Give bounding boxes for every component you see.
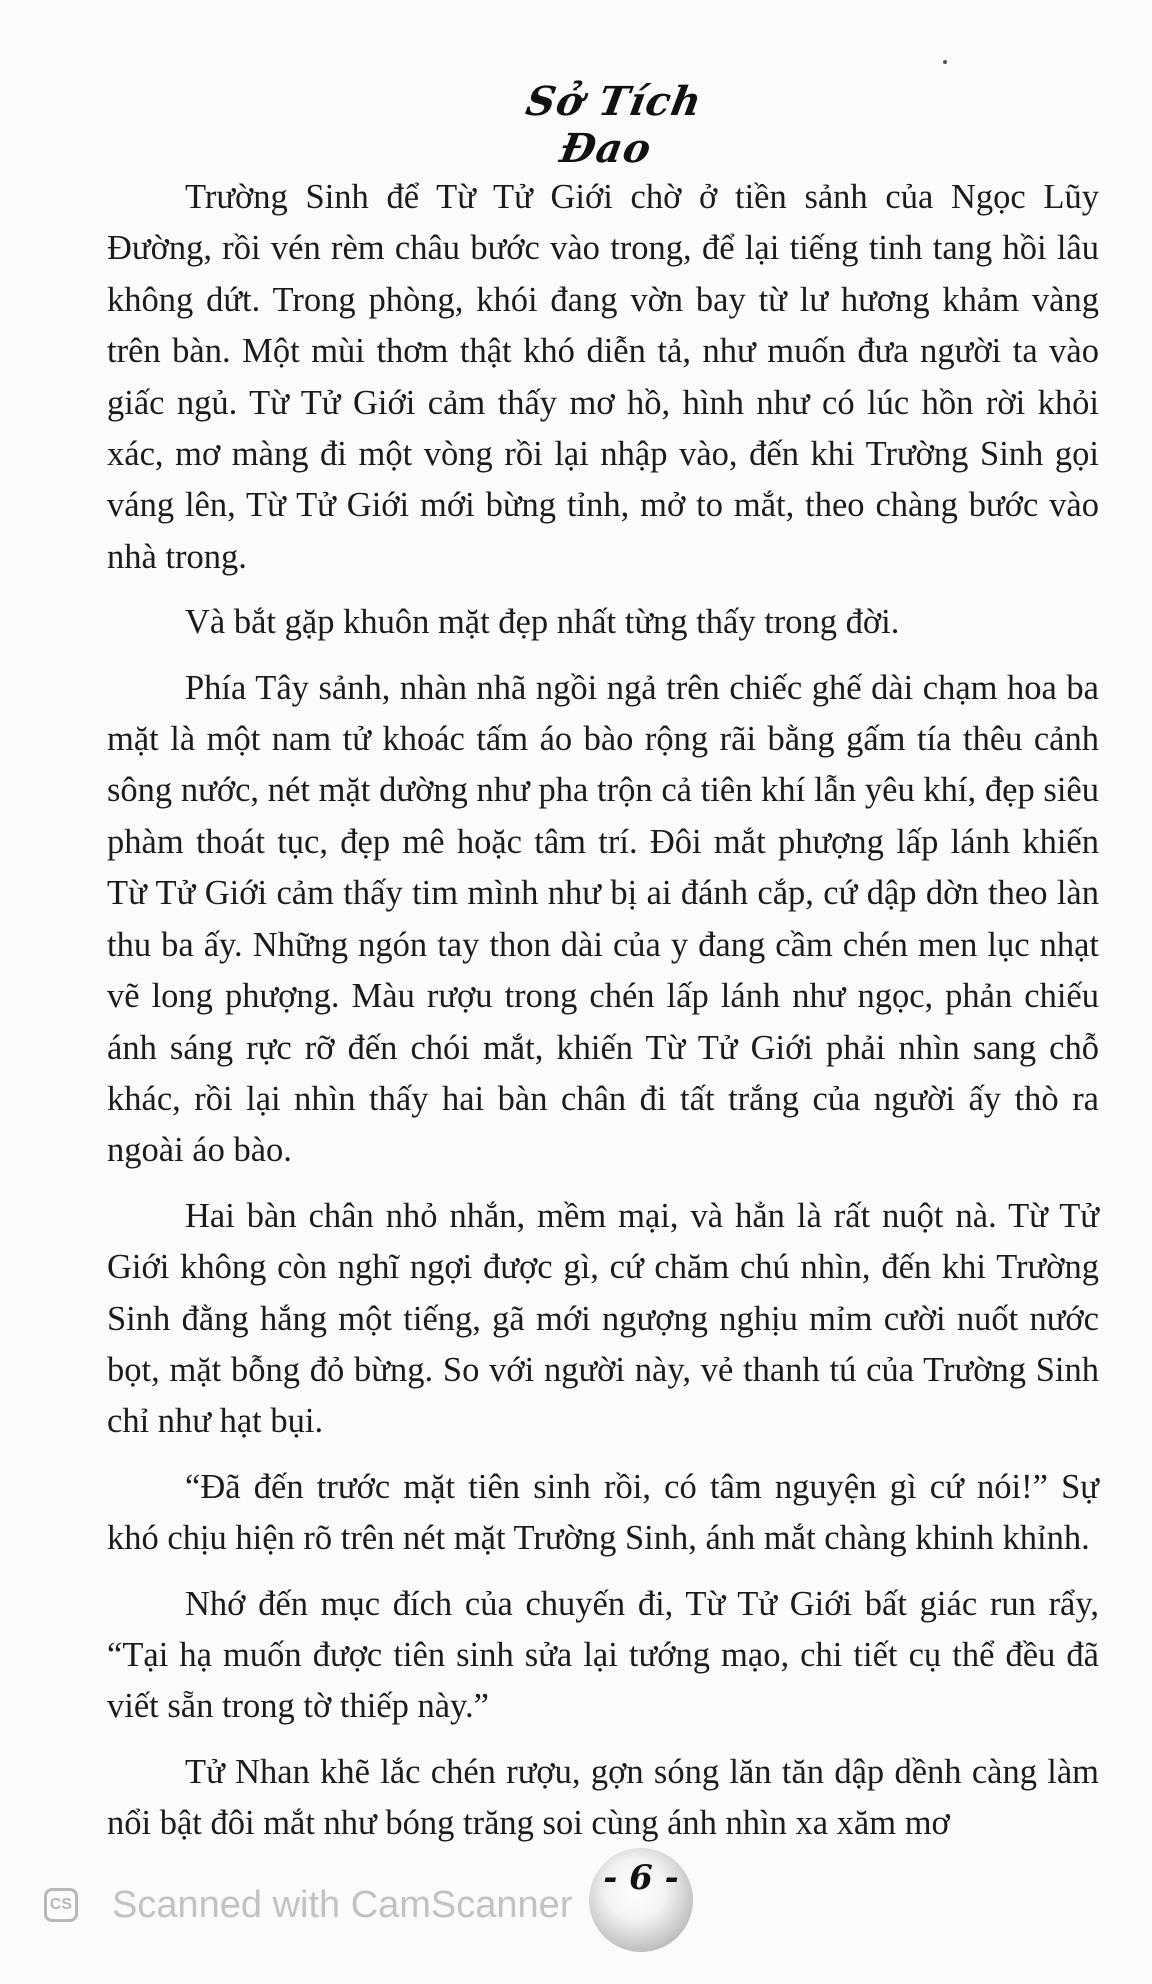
scanner-watermark: Scanned with CamScanner bbox=[112, 1884, 573, 1926]
page-number: - 6 - bbox=[603, 1858, 679, 1898]
paragraph: Tử Nhan khẽ lắc chén rượu, gợn sóng lăn tăn dập dềnh càng làm nổi bật đôi mắt như bóng trăng soi cùng ánh nhìn xa xăm mơ bbox=[107, 1752, 1099, 1843]
paragraph: Hai bàn chân nhỏ nhắn, mềm mại, và hẳn là rất nuột nà. Từ Tử Giới không còn nghĩ ngợi được gì, cứ chăm chú nhìn, đến khi Trường Sinh đằng hắng một tiếng, gã mới ngượng nghịu mỉm cười nuốt nước bọt, mặt bỗng đỏ bừng. So với người này, vẻ thanh tú của Trường Sinh chỉ như hạt bụi. bbox=[107, 1196, 1099, 1441]
footer bbox=[44, 1858, 1152, 1960]
paragraph: “Đã đến trước mặt tiên sinh rồi, có tâm nguyện gì cứ nói!” Sự khó chịu hiện rõ trên nét mặt Trường Sinh, ánh mắt chàng khinh khỉnh. bbox=[107, 1467, 1099, 1558]
camscanner-logo-icon: CS bbox=[44, 1888, 78, 1922]
running-header-title: Sở Tích Đao bbox=[522, 78, 706, 172]
paragraph: Và bắt gặp khuôn mặt đẹp nhất từng thấy trong đời. bbox=[185, 603, 900, 642]
paragraph: Nhớ đến mục đích của chuyến đi, Từ Tử Giới bất giác run rẩy, “Tại hạ muốn được tiên sinh sửa lại tướng mạo, chi tiết cụ thể đều đã viết sẵn trong tờ thiếp này.” bbox=[107, 1584, 1099, 1726]
body-text bbox=[107, 172, 1099, 1864]
scan-speck bbox=[943, 60, 947, 64]
paragraph: Trường Sinh để Từ Tử Giới chờ ở tiền sảnh của Ngọc Lũy Đường, rồi vén rèm châu bước vào trong, để lại tiếng tinh tang hồi lâu không dứt. Trong phòng, khói đang vờn bay từ lư hương khảm vàng trên bàn. Một mùi thơm thật khó diễn tả, như muốn đưa người ta vào giấc ngủ. Từ Tử Giới cảm thấy mơ hồ, hình như có lúc hồn rời khỏi xác, mơ màng đi một vòng rồi lại nhập vào, đến khi Trường Sinh gọi váng lên, Từ Tử Giới mới bừng tỉnh, mở to mắt, theo chàng bước vào nhà trong. bbox=[107, 178, 1099, 576]
paragraph: Phía Tây sảnh, nhàn nhã ngồi ngả trên chiếc ghế dài chạm hoa ba mặt là một nam tử khoác tấm áo bào rộng rãi bằng gấm tía thêu cảnh sông nước, nét mặt dường như pha trộn cả tiên khí lẫn yêu khí, đẹp siêu phàm thoát tục, đẹp mê hoặc tâm trí. Đôi mắt phượng lấp lánh khiến Từ Tử Giới cảm thấy tim mình như bị ai đánh cắp, cứ dập dờn theo làn thu ba ấy. Những ngón tay thon dài của y đang cầm chén men lục nhạt vẽ long phượng. Màu rượu trong chén lấp lánh như ngọc, phản chiếu ánh sáng rực rỡ đến chói mắt, khiến Từ Tử Giới phải nhìn sang chỗ khác, rồi lại nhìn thấy hai bàn chân đi tất trắng của người ấy thò ra ngoài áo bào. bbox=[107, 668, 1099, 1170]
